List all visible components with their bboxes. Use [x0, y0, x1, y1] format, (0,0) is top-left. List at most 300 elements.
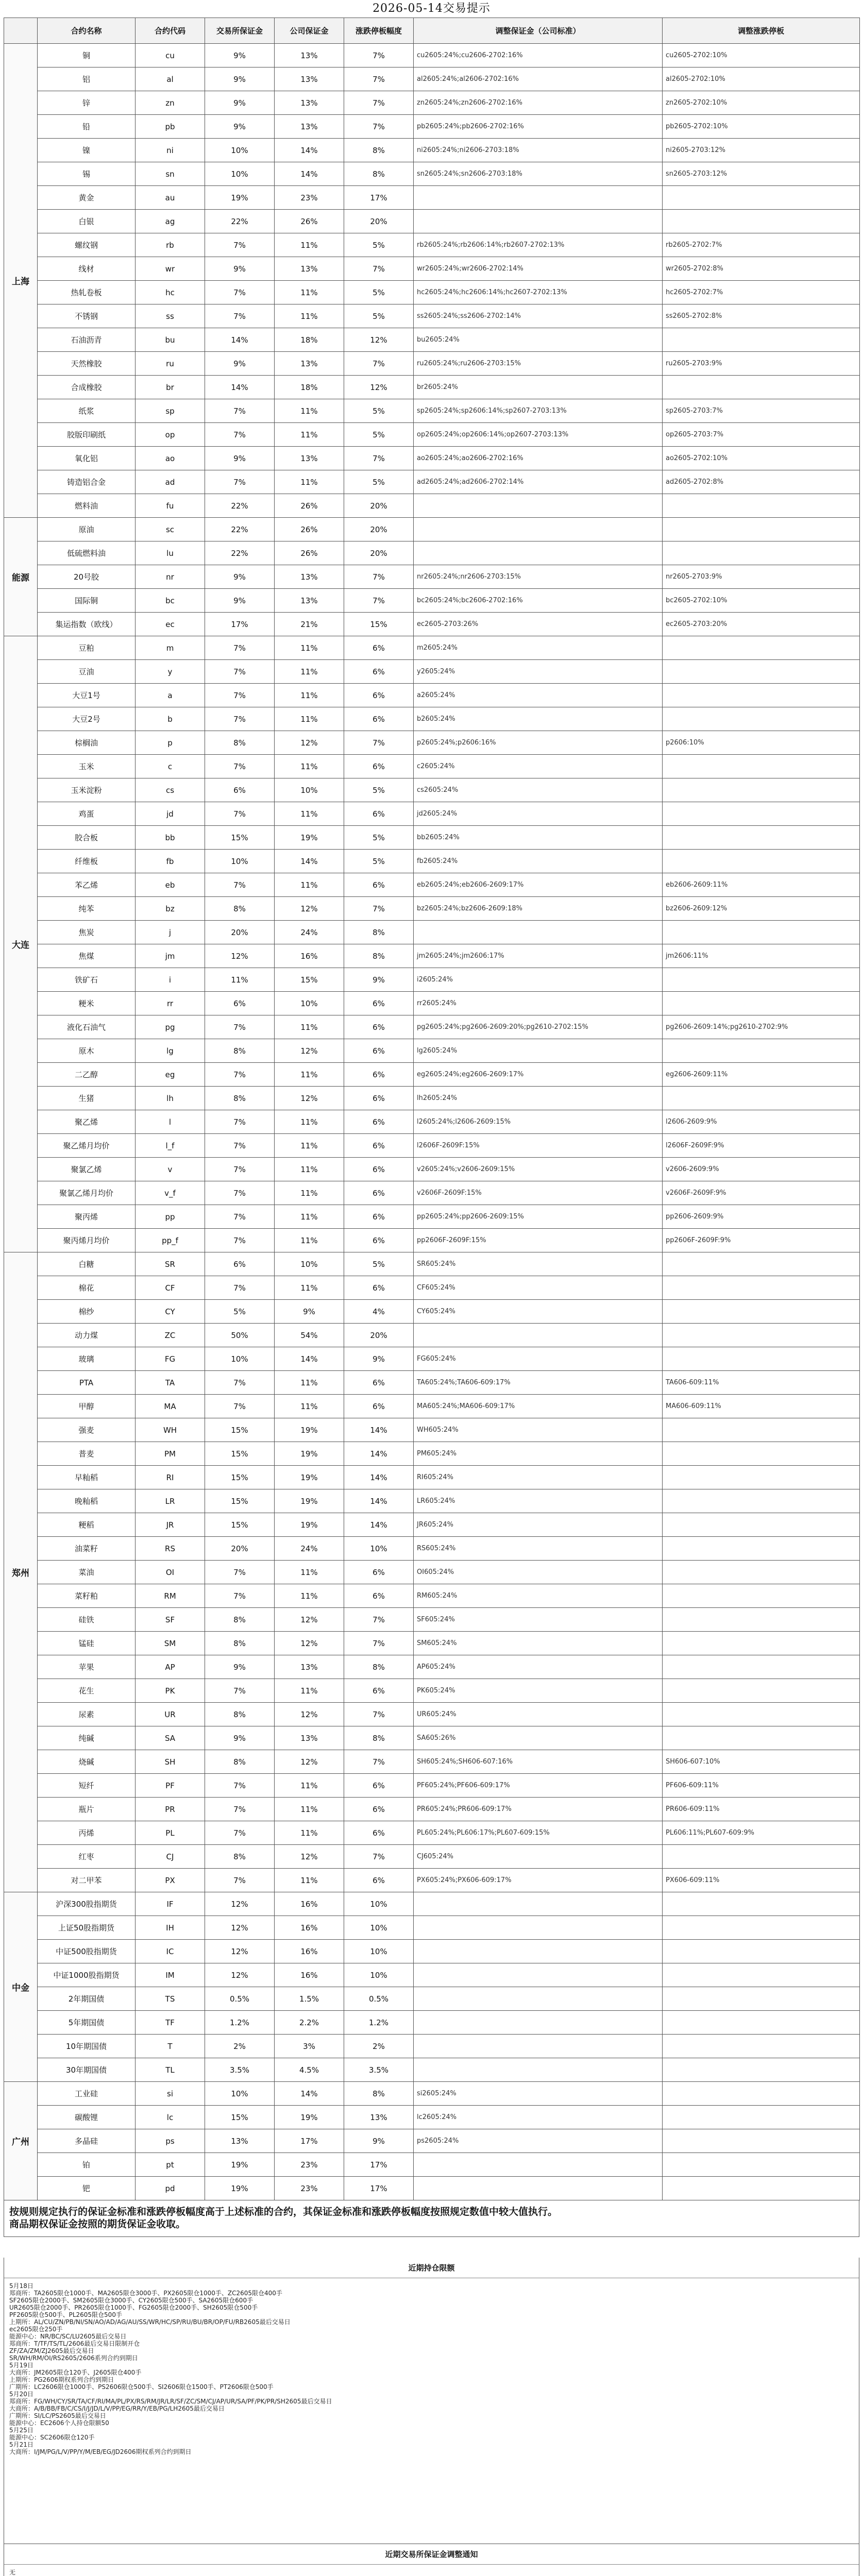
- contract-code-cell: m: [136, 636, 205, 660]
- company-margin-cell: 13%: [275, 67, 344, 91]
- adjusted-limit-cell: [663, 1963, 860, 1987]
- price-limit-cell: 8%: [344, 2082, 414, 2106]
- table-row: [4, 802, 860, 826]
- company-margin-cell: 14%: [275, 162, 344, 186]
- price-limit-cell: 6%: [344, 802, 414, 826]
- contract-name-cell: 动力煤: [38, 1324, 136, 1347]
- contract-name-cell: 线材: [38, 257, 136, 281]
- price-limit-cell: 6%: [344, 1229, 414, 1252]
- contract-code-cell: p: [136, 731, 205, 755]
- price-limit-cell: 5%: [344, 423, 414, 447]
- note-line: 商品期权保证金按照的期货保证金收取。: [9, 2218, 186, 2230]
- company-margin-cell: 16%: [275, 1916, 344, 1940]
- adjusted-margin-cell: jm2605:24%;jm2606:17%: [414, 944, 663, 968]
- table-row: [4, 139, 860, 162]
- table-row: [4, 589, 860, 613]
- table-row: [4, 1845, 860, 1869]
- table-row: [4, 1774, 860, 1798]
- adjusted-limit-cell: [663, 2058, 860, 2082]
- contract-name-cell: 菜籽粕: [38, 1584, 136, 1608]
- adjusted-limit-cell: ni2605-2703:12%: [663, 139, 860, 162]
- table-row: [4, 541, 860, 565]
- table-row: [4, 91, 860, 115]
- price-limit-cell: 9%: [344, 1347, 414, 1371]
- adjusted-margin-cell: pp2605:24%;pp2606-2609:15%: [414, 1205, 663, 1229]
- contract-code-cell: TS: [136, 1987, 205, 2011]
- price-limit-cell: 6%: [344, 1679, 414, 1703]
- adjusted-limit-cell: [663, 1655, 860, 1679]
- adjusted-limit-cell: v2606-2609:9%: [663, 1158, 860, 1181]
- company-margin-cell: 11%: [275, 1110, 344, 1134]
- contract-name-cell: 丙烯: [38, 1821, 136, 1845]
- price-limit-cell: 13%: [344, 2106, 414, 2129]
- contract-name-cell: 沪深300股指期货: [38, 1892, 136, 1916]
- adjusted-margin-cell: bz2605:24%;bz2606-2609:18%: [414, 897, 663, 921]
- contract-code-cell: TA: [136, 1371, 205, 1395]
- adjusted-margin-cell: WH605:24%: [414, 1418, 663, 1442]
- adjusted-limit-cell: sp2605-2703:7%: [663, 399, 860, 423]
- price-limit-cell: 7%: [344, 44, 414, 67]
- contract-name-cell: 油菜籽: [38, 1537, 136, 1561]
- contract-name-cell: 铅: [38, 115, 136, 139]
- exchange-margin-cell: 7%: [205, 660, 275, 684]
- contract-name-cell: 铂: [38, 2153, 136, 2177]
- exchange-margin-cell: 9%: [205, 44, 275, 67]
- exchange-margin-cell: 7%: [205, 684, 275, 707]
- price-limit-cell: 8%: [344, 1726, 414, 1750]
- column-header: 公司保证金: [275, 18, 344, 44]
- contract-code-cell: ru: [136, 352, 205, 376]
- adjusted-limit-cell: PL606:11%;PL607-609:9%: [663, 1821, 860, 1845]
- adjusted-limit-cell: [663, 826, 860, 850]
- exchange-margin-cell: 22%: [205, 518, 275, 541]
- company-margin-cell: 12%: [275, 731, 344, 755]
- column-header: 合约代码: [136, 18, 205, 44]
- exchange-margin-cell: 6%: [205, 992, 275, 1015]
- adjusted-limit-cell: hc2605-2702:7%: [663, 281, 860, 304]
- price-limit-cell: 10%: [344, 1963, 414, 1987]
- table-row: [4, 1679, 860, 1703]
- contract-name-cell: 原木: [38, 1039, 136, 1063]
- exchange-margin-cell: 13%: [205, 2129, 275, 2153]
- contract-name-cell: 花生: [38, 1679, 136, 1703]
- adjusted-limit-cell: [663, 1466, 860, 1489]
- price-limit-cell: 6%: [344, 1181, 414, 1205]
- exchange-margin-cell: 14%: [205, 376, 275, 399]
- exchange-cell: 能源: [4, 518, 38, 636]
- table-row: [4, 1039, 860, 1063]
- adjusted-limit-cell: [663, 2035, 860, 2058]
- adjusted-margin-cell: pp2606F-2609F:15%: [414, 1229, 663, 1252]
- contract-name-cell: 胶版印刷纸: [38, 423, 136, 447]
- adjusted-limit-cell: [663, 2153, 860, 2177]
- contract-name-cell: 甲醇: [38, 1395, 136, 1418]
- company-margin-cell: 24%: [275, 1537, 344, 1561]
- contract-code-cell: PL: [136, 1821, 205, 1845]
- contract-name-cell: 粳米: [38, 992, 136, 1015]
- contract-code-cell: ag: [136, 210, 205, 233]
- exchange-margin-cell: 9%: [205, 91, 275, 115]
- company-margin-cell: 11%: [275, 281, 344, 304]
- contract-code-cell: nr: [136, 565, 205, 589]
- exchange-margin-cell: 7%: [205, 755, 275, 778]
- table-row: [4, 2106, 860, 2129]
- price-limit-cell: 7%: [344, 731, 414, 755]
- company-margin-cell: 11%: [275, 1371, 344, 1395]
- price-limit-cell: 14%: [344, 1418, 414, 1442]
- adjusted-limit-cell: [663, 755, 860, 778]
- table-row: [4, 1916, 860, 1940]
- adjusted-limit-cell: PR606-609:11%: [663, 1798, 860, 1821]
- exchange-cell: 郑州: [4, 1252, 38, 1892]
- position-limit-body: 5月18日 郑商所：TA2605限仓1000手、MA2605限仓3000手、PX2605限仓1000手、ZC2605限仓400手 SF2605限仓2000手、SM2605限仓3000手、CY2605限仓500手、SA2605限仓600手 UR2605限仓2000手、PR2605限仓1000手、FG2605限仓2000手、SH2605限仓500手 PF2605限仓500手、PL2605限仓500手 上期所：AL/CU/ZN/PB/NI/SN/AO/AD/AG/AU/SS/WR/HC/SP/RU/BU/BR/OP/FU/RB2605最后交易日 ec2605限仓250手 能源中心：NR/BC/SC/LU2605最后交易日 郑商所：T/TF/TS/TL/2606最后交易日限制开仓 ZF/ZA/ZM/ZJ2605最后交易日 SR/WH/RM/OI/RS2605/2606系列合约到期日 5月19日 大商所：JM2605限仓120手、J2605限仓400手 上期所：PG2606期权系列合约到期日 广期所：LC2606限仓1000手、PS2606限仓500手、SI2606限仓1500手、PT2606限仓500手 5月20日 郑商所：FG/WH/CY/SR/TA/CF/RI/MA/PL/PX/RS/RM/JR/LR/SF/ZC/SM/CJ/AP/UR/SA/PF/PK/PR/SH2605最后交易日 大商所：A/B/BB/FB/C/CS/I/J/JD/L/V/PP/EG/RR/Y/EB/PG/LH2605最后交易日 广期所：SI/LC/PS2605最后交易日 能源中心：EC2606个人持仓限额50 5月25日 能源中心：SC2606限仓120手 5月21日 大商所：I/JM/PG/L/V/PP/Y/M/EB/EG/JD2606期权系列合约到期日: [9, 2282, 332, 2455]
- contract-name-cell: 合成橡胶: [38, 376, 136, 399]
- adjusted-margin-cell: SH605:24%;SH606-607:16%: [414, 1750, 663, 1774]
- contract-code-cell: SF: [136, 1608, 205, 1632]
- contract-code-cell: cs: [136, 778, 205, 802]
- contract-name-cell: 国际铜: [38, 589, 136, 613]
- price-limit-cell: 7%: [344, 67, 414, 91]
- contract-code-cell: i: [136, 968, 205, 992]
- adjusted-limit-cell: [663, 1561, 860, 1584]
- company-margin-cell: 19%: [275, 1442, 344, 1466]
- table-row: [4, 1371, 860, 1395]
- adjusted-margin-cell: [414, 494, 663, 518]
- price-limit-cell: 14%: [344, 1489, 414, 1513]
- exchange-margin-cell: 6%: [205, 1252, 275, 1276]
- company-margin-cell: 16%: [275, 1963, 344, 1987]
- contract-code-cell: b: [136, 707, 205, 731]
- adjusted-margin-cell: ss2605:24%;ss2606-2702:14%: [414, 304, 663, 328]
- adjusted-limit-cell: ru2605-2703:9%: [663, 352, 860, 376]
- contract-code-cell: br: [136, 376, 205, 399]
- contract-code-cell: pb: [136, 115, 205, 139]
- table-row: [4, 1608, 860, 1632]
- contract-name-cell: 5年期国债: [38, 2011, 136, 2035]
- table-row: [4, 1087, 860, 1110]
- adjusted-margin-cell: RI605:24%: [414, 1466, 663, 1489]
- price-limit-cell: 0.5%: [344, 1987, 414, 2011]
- adjusted-limit-cell: PF606-609:11%: [663, 1774, 860, 1798]
- exchange-margin-cell: 5%: [205, 1300, 275, 1324]
- adjusted-limit-cell: [663, 1940, 860, 1963]
- contract-code-cell: RI: [136, 1466, 205, 1489]
- contract-name-cell: 集运指数（欧线）: [38, 613, 136, 636]
- table-row: [4, 921, 860, 944]
- adjusted-limit-cell: [663, 660, 860, 684]
- exchange-margin-cell: 12%: [205, 1916, 275, 1940]
- price-limit-cell: 6%: [344, 684, 414, 707]
- adjusted-limit-cell: [663, 684, 860, 707]
- exchange-margin-cell: 7%: [205, 281, 275, 304]
- adjusted-margin-cell: ec2605-2703:26%: [414, 613, 663, 636]
- contract-name-cell: 10年期国债: [38, 2035, 136, 2058]
- contract-name-cell: 钯: [38, 2177, 136, 2200]
- price-limit-cell: 5%: [344, 470, 414, 494]
- contract-code-cell: jd: [136, 802, 205, 826]
- contract-code-cell: sn: [136, 162, 205, 186]
- contract-code-cell: lc: [136, 2106, 205, 2129]
- contract-code-cell: lg: [136, 1039, 205, 1063]
- adjusted-margin-cell: TA605:24%;TA606-609:17%: [414, 1371, 663, 1395]
- price-limit-cell: 6%: [344, 1134, 414, 1158]
- contract-name-cell: 铁矿石: [38, 968, 136, 992]
- adjusted-limit-cell: [663, 968, 860, 992]
- column-header: 调整保证金（公司标准）: [414, 18, 663, 44]
- table-row: [4, 186, 860, 210]
- contract-code-cell: fu: [136, 494, 205, 518]
- contract-code-cell: c: [136, 755, 205, 778]
- adjusted-limit-cell: [663, 1087, 860, 1110]
- contract-code-cell: pp_f: [136, 1229, 205, 1252]
- table-row: [4, 423, 860, 447]
- adjusted-margin-cell: [414, 1987, 663, 2011]
- adjusted-limit-cell: l2606F-2609F:9%: [663, 1134, 860, 1158]
- margin-table: [4, 18, 860, 2200]
- table-row: [4, 1347, 860, 1371]
- adjusted-margin-cell: PL605:24%;PL606:17%;PL607-609:15%: [414, 1821, 663, 1845]
- adjusted-margin-cell: [414, 541, 663, 565]
- exchange-margin-cell: 9%: [205, 1655, 275, 1679]
- contract-name-cell: 玉米淀粉: [38, 778, 136, 802]
- table-row: [4, 1821, 860, 1845]
- company-margin-cell: 13%: [275, 565, 344, 589]
- adjusted-limit-cell: [663, 1987, 860, 2011]
- company-margin-cell: 11%: [275, 1798, 344, 1821]
- contract-name-cell: 棉花: [38, 1276, 136, 1300]
- contract-code-cell: ao: [136, 447, 205, 470]
- exchange-margin-cell: 7%: [205, 1821, 275, 1845]
- price-limit-cell: 5%: [344, 399, 414, 423]
- contract-code-cell: op: [136, 423, 205, 447]
- exchange-margin-cell: 22%: [205, 541, 275, 565]
- price-limit-cell: 7%: [344, 1750, 414, 1774]
- contract-code-cell: ad: [136, 470, 205, 494]
- exchange-margin-cell: 15%: [205, 826, 275, 850]
- contract-code-cell: v_f: [136, 1181, 205, 1205]
- price-limit-cell: 17%: [344, 186, 414, 210]
- price-limit-cell: 12%: [344, 328, 414, 352]
- exchange-margin-cell: 22%: [205, 494, 275, 518]
- price-limit-cell: 5%: [344, 1252, 414, 1276]
- contract-code-cell: bb: [136, 826, 205, 850]
- table-row: [4, 636, 860, 660]
- adjusted-margin-cell: [414, 2058, 663, 2082]
- contract-code-cell: IM: [136, 1963, 205, 1987]
- adjusted-margin-cell: RS605:24%: [414, 1537, 663, 1561]
- table-row: [4, 897, 860, 921]
- contract-code-cell: rb: [136, 233, 205, 257]
- exchange-margin-cell: 7%: [205, 233, 275, 257]
- contract-code-cell: IC: [136, 1940, 205, 1963]
- table-row: [4, 233, 860, 257]
- contract-name-cell: 粳稻: [38, 1513, 136, 1537]
- table-row: [4, 115, 860, 139]
- contract-code-cell: LR: [136, 1489, 205, 1513]
- contract-name-cell: 聚丙烯月均价: [38, 1229, 136, 1252]
- adjusted-margin-cell: ni2605:24%;ni2606-2703:18%: [414, 139, 663, 162]
- contract-code-cell: OI: [136, 1561, 205, 1584]
- company-margin-cell: 13%: [275, 1726, 344, 1750]
- adjusted-margin-cell: op2605:24%;op2606:14%;op2607-2703:13%: [414, 423, 663, 447]
- price-limit-cell: 5%: [344, 233, 414, 257]
- contract-name-cell: 烧碱: [38, 1750, 136, 1774]
- contract-name-cell: 聚氯乙烯月均价: [38, 1181, 136, 1205]
- price-limit-cell: 8%: [344, 921, 414, 944]
- adjusted-limit-cell: [663, 328, 860, 352]
- exchange-margin-cell: 10%: [205, 2082, 275, 2106]
- exchange-margin-cell: 9%: [205, 257, 275, 281]
- exchange-margin-cell: 8%: [205, 731, 275, 755]
- adjusted-margin-cell: v2606F-2609F:15%: [414, 1181, 663, 1205]
- company-margin-cell: 1.5%: [275, 1987, 344, 2011]
- exchange-margin-cell: 7%: [205, 1371, 275, 1395]
- company-margin-cell: 13%: [275, 91, 344, 115]
- contract-name-cell: 玉米: [38, 755, 136, 778]
- column-header: 调整涨跌停板: [663, 18, 860, 44]
- table-row: [4, 613, 860, 636]
- table-row: [4, 1276, 860, 1300]
- exchange-margin-cell: 20%: [205, 1537, 275, 1561]
- adjusted-margin-cell: p2605:24%;p2606:16%: [414, 731, 663, 755]
- price-limit-cell: 6%: [344, 1798, 414, 1821]
- contract-code-cell: TL: [136, 2058, 205, 2082]
- table-row: [4, 1205, 860, 1229]
- exchange-margin-cell: 7%: [205, 1181, 275, 1205]
- table-row: [4, 1513, 860, 1537]
- exchange-margin-cell: 8%: [205, 1703, 275, 1726]
- exchange-margin-cell: 10%: [205, 850, 275, 873]
- adjusted-margin-cell: [414, 186, 663, 210]
- column-header: 合约名称: [38, 18, 136, 44]
- contract-name-cell: 胶合板: [38, 826, 136, 850]
- exchange-margin-cell: 7%: [205, 1110, 275, 1134]
- price-limit-cell: 8%: [344, 139, 414, 162]
- exchange-margin-cell: 7%: [205, 1205, 275, 1229]
- price-limit-cell: 6%: [344, 1371, 414, 1395]
- exchange-margin-cell: 6%: [205, 778, 275, 802]
- price-limit-cell: 14%: [344, 1466, 414, 1489]
- exchange-margin-cell: 7%: [205, 1276, 275, 1300]
- contract-name-cell: PTA: [38, 1371, 136, 1395]
- exchange-margin-cell: 22%: [205, 210, 275, 233]
- exchange-margin-cell: 15%: [205, 1418, 275, 1442]
- table-row: [4, 1963, 860, 1987]
- adjusted-margin-cell: [414, 2153, 663, 2177]
- table-row: [4, 1561, 860, 1584]
- contract-name-cell: 中证500股指期货: [38, 1940, 136, 1963]
- adjusted-margin-cell: al2605:24%;al2606-2702:16%: [414, 67, 663, 91]
- contract-code-cell: SR: [136, 1252, 205, 1276]
- adjusted-limit-cell: [663, 921, 860, 944]
- price-limit-cell: 15%: [344, 613, 414, 636]
- exchange-margin-cell: 9%: [205, 589, 275, 613]
- adjusted-limit-cell: [663, 2177, 860, 2200]
- contract-name-cell: 豆油: [38, 660, 136, 684]
- exchange-cell: 广州: [4, 2082, 38, 2200]
- price-limit-cell: 6%: [344, 1774, 414, 1798]
- company-margin-cell: 10%: [275, 992, 344, 1015]
- adjusted-margin-cell: lh2605:24%: [414, 1087, 663, 1110]
- contract-name-cell: 聚氯乙烯: [38, 1158, 136, 1181]
- contract-code-cell: PK: [136, 1679, 205, 1703]
- adjusted-margin-cell: si2605:24%: [414, 2082, 663, 2106]
- contract-name-cell: 低硫燃料油: [38, 541, 136, 565]
- contract-code-cell: ps: [136, 2129, 205, 2153]
- table-row: [4, 850, 860, 873]
- adjusted-limit-cell: p2606:10%: [663, 731, 860, 755]
- adjusted-margin-cell: br2605:24%: [414, 376, 663, 399]
- price-limit-cell: 7%: [344, 91, 414, 115]
- company-margin-cell: 12%: [275, 1632, 344, 1655]
- adjusted-limit-cell: [663, 541, 860, 565]
- contract-name-cell: 生猪: [38, 1087, 136, 1110]
- adjusted-margin-cell: a2605:24%: [414, 684, 663, 707]
- adjusted-limit-cell: eb2606-2609:11%: [663, 873, 860, 897]
- company-margin-cell: 11%: [275, 1181, 344, 1205]
- adjusted-margin-cell: sp2605:24%;sp2606:14%;sp2607-2703:13%: [414, 399, 663, 423]
- company-margin-cell: 11%: [275, 1063, 344, 1087]
- adjusted-margin-cell: LR605:24%: [414, 1489, 663, 1513]
- company-margin-cell: 11%: [275, 873, 344, 897]
- contract-code-cell: al: [136, 67, 205, 91]
- adjusted-limit-cell: op2605-2703:7%: [663, 423, 860, 447]
- contract-code-cell: MA: [136, 1395, 205, 1418]
- company-margin-cell: 23%: [275, 2153, 344, 2177]
- exchange-margin-cell: 19%: [205, 186, 275, 210]
- exchange-margin-notice-title: 近期交易所保证金调整通知: [4, 2544, 859, 2565]
- company-margin-cell: 19%: [275, 826, 344, 850]
- company-margin-cell: 19%: [275, 1418, 344, 1442]
- adjusted-limit-cell: ad2605-2702:8%: [663, 470, 860, 494]
- exchange-margin-cell: 12%: [205, 944, 275, 968]
- table-row: [4, 447, 860, 470]
- company-margin-cell: 11%: [275, 1276, 344, 1300]
- exchange-margin-cell: 7%: [205, 1869, 275, 1892]
- price-limit-cell: 6%: [344, 636, 414, 660]
- adjusted-margin-cell: CF605:24%: [414, 1276, 663, 1300]
- company-margin-cell: 14%: [275, 850, 344, 873]
- company-margin-cell: 11%: [275, 1821, 344, 1845]
- company-margin-cell: 11%: [275, 1205, 344, 1229]
- exchange-margin-cell: 7%: [205, 470, 275, 494]
- company-margin-cell: 11%: [275, 1869, 344, 1892]
- table-row: [4, 162, 860, 186]
- adjusted-margin-cell: rb2605:24%;rb2606:14%;rb2607-2702:13%: [414, 233, 663, 257]
- price-limit-cell: 8%: [344, 162, 414, 186]
- price-limit-cell: 8%: [344, 944, 414, 968]
- adjusted-margin-cell: wr2605:24%;wr2606-2702:14%: [414, 257, 663, 281]
- adjusted-margin-cell: [414, 2035, 663, 2058]
- contract-code-cell: ss: [136, 304, 205, 328]
- adjusted-limit-cell: eg2606-2609:11%: [663, 1063, 860, 1087]
- adjusted-margin-cell: CJ605:24%: [414, 1845, 663, 1869]
- contract-code-cell: PF: [136, 1774, 205, 1798]
- table-row: [4, 1300, 860, 1324]
- price-limit-cell: 7%: [344, 1845, 414, 1869]
- table-row: [4, 731, 860, 755]
- price-limit-cell: 6%: [344, 1584, 414, 1608]
- contract-name-cell: 晚籼稻: [38, 1489, 136, 1513]
- exchange-margin-cell: 7%: [205, 423, 275, 447]
- contract-code-cell: T: [136, 2035, 205, 2058]
- contract-name-cell: 硅铁: [38, 1608, 136, 1632]
- contract-code-cell: bc: [136, 589, 205, 613]
- company-margin-cell: 13%: [275, 44, 344, 67]
- contract-code-cell: lu: [136, 541, 205, 565]
- company-margin-cell: 11%: [275, 1134, 344, 1158]
- contract-code-cell: PR: [136, 1798, 205, 1821]
